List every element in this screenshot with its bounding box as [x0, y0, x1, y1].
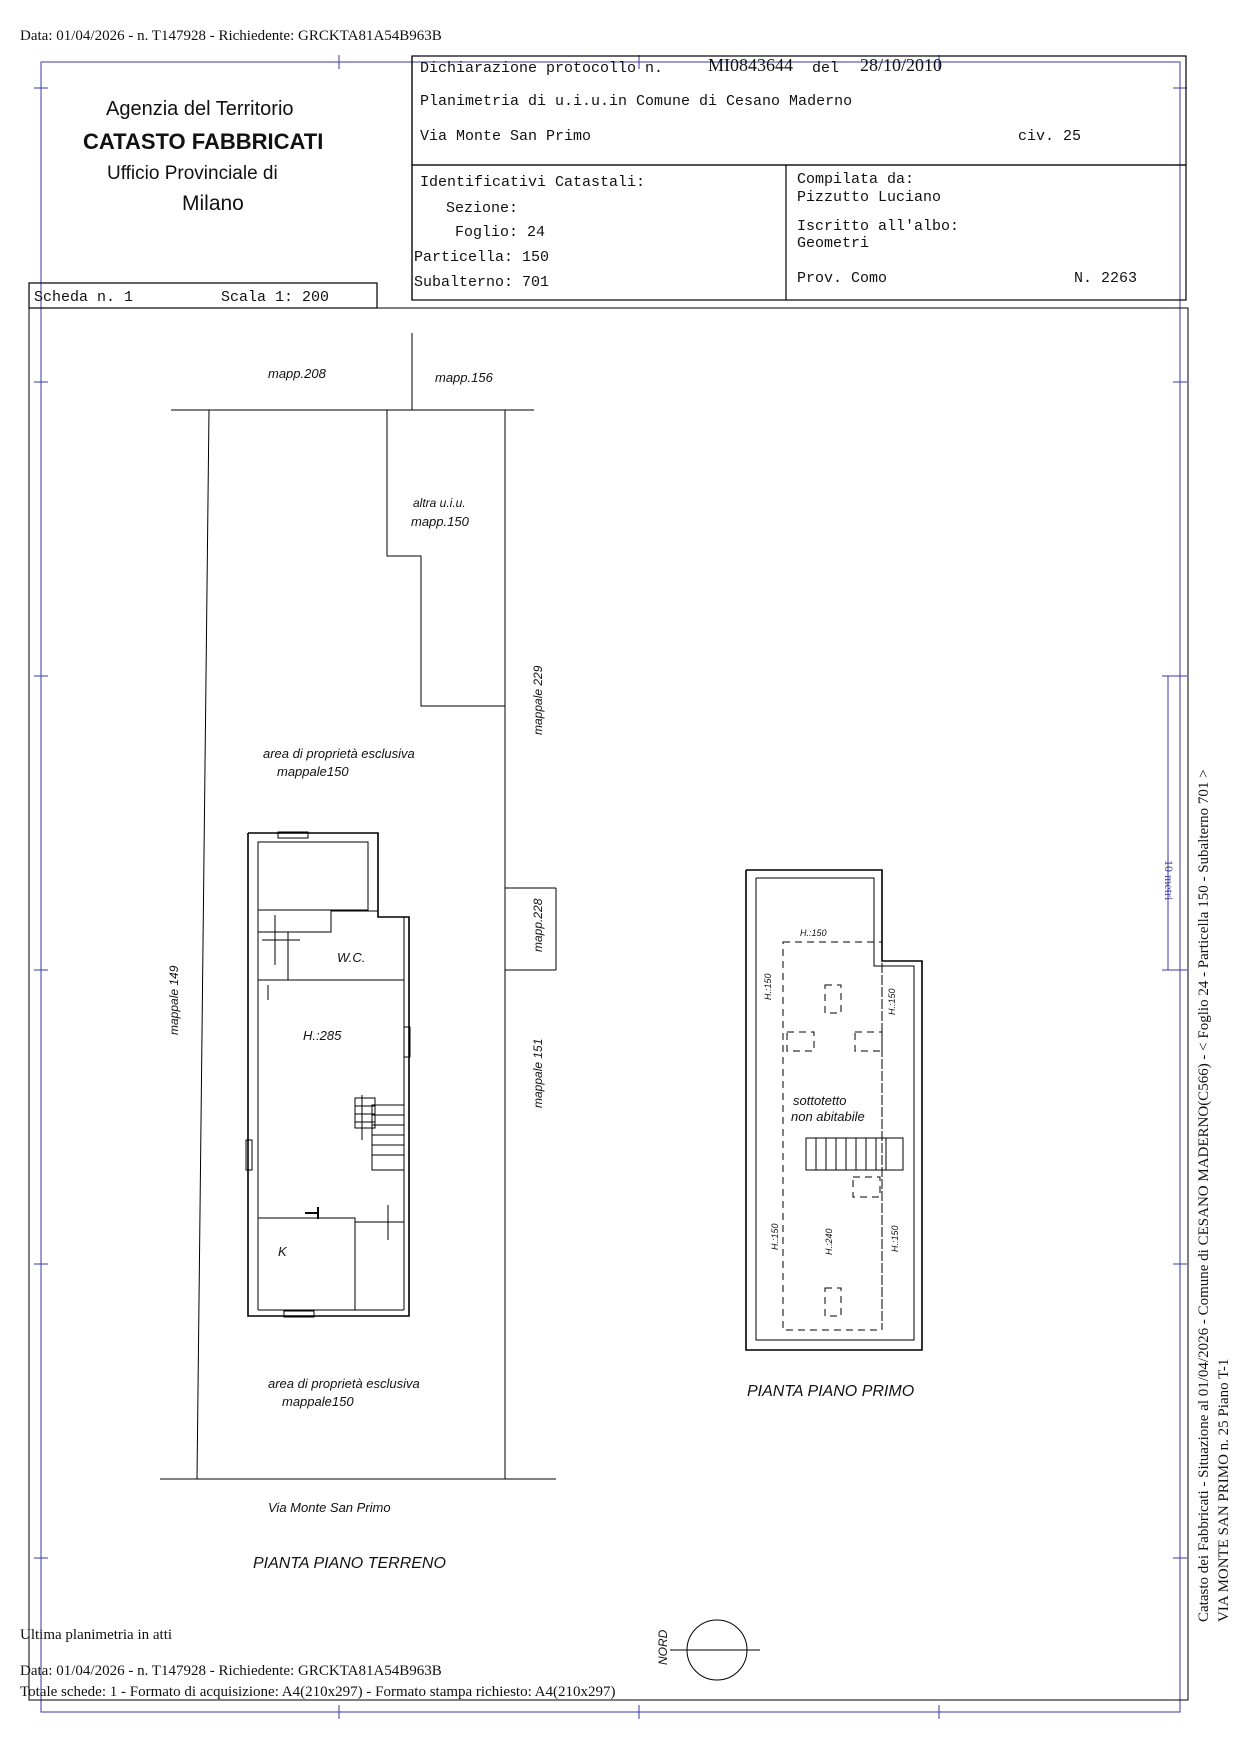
plan-area-border — [29, 308, 1188, 1700]
label-mappale229: mappale 229 — [531, 665, 545, 735]
street-line: Via Monte San Primo — [420, 128, 592, 145]
declaration-prefix: Dichiarazione protocollo n. — [420, 60, 664, 77]
agency-office: Ufficio Provinciale di — [107, 163, 278, 184]
label-h150-left-2: H.:150 — [770, 1223, 780, 1250]
side-info-line2: VIA MONTE SAN PRIMO n. 25 Piano T-1 — [1216, 1358, 1232, 1622]
header-request-info: Data: 01/04/2026 - n. T147928 - Richiedente: GRCKTA81A54B963B — [20, 28, 442, 44]
outer-frame — [34, 55, 1187, 1719]
first-floor-title: PIANTA PIANO PRIMO — [747, 1383, 915, 1400]
compiler-number: N. 2263 — [1074, 270, 1138, 287]
scheda-scale: Scala 1: 200 — [221, 289, 330, 306]
label-wc: W.C. — [337, 950, 366, 965]
planimetry-line: Planimetria di u.i.u.in Comune di Cesano Maderno — [420, 93, 853, 110]
label-h150-left-1: H.:150 — [763, 973, 773, 1000]
agency-name: Agenzia del Territorio — [106, 98, 294, 120]
side-info-line1: Catasto dei Fabbricati - Situazione al 01/04/2026 - Comune di CESANO MADERNO(C566) - < Foglio 24 - Particella 150 - Subalterno 701 > — [1196, 769, 1212, 1622]
label-kitchen: K — [278, 1244, 287, 1259]
compiler-label: Compilata da: — [797, 171, 915, 188]
label-altra-mapp150: mapp.150 — [411, 514, 469, 529]
label-h150-top: H.:150 — [800, 928, 827, 938]
label-street: Via Monte San Primo — [268, 1500, 391, 1515]
north-compass — [670, 1620, 760, 1680]
label-mappale149: mappale 149 — [167, 965, 181, 1035]
agency-city: Milano — [182, 192, 244, 215]
label-mapp208: mapp.208 — [268, 366, 326, 381]
agency-catasto: CATASTO FABBRICATI — [83, 129, 324, 154]
albo-label: Iscritto all'albo: — [797, 218, 960, 235]
declaration-date: 28/10/2010 — [860, 55, 943, 75]
north-label: NORD — [656, 1629, 670, 1665]
label-mapp228: mapp.228 — [531, 898, 545, 952]
identifiers-title: Identificativi Catastali: — [420, 174, 646, 191]
declaration-number: MI0843644 — [708, 55, 793, 75]
label-h150-right-2: H.:150 — [890, 1225, 900, 1252]
scheda-number: Scheda n. 1 — [34, 289, 134, 306]
ground-floor-plan — [160, 333, 556, 1479]
label-h285: H.:285 — [303, 1028, 342, 1043]
label-h150-right-1: H.:150 — [887, 988, 897, 1015]
label-non-abitabile: non abitabile — [791, 1109, 865, 1124]
declaration-del: del — [812, 60, 840, 77]
label-mappale151: mappale 151 — [531, 1038, 545, 1108]
label-sottotetto: sottotetto — [793, 1093, 847, 1108]
compiler-province: Prov. Como — [797, 270, 888, 287]
albo-value: Geometri — [797, 235, 870, 252]
identifier-foglio: Foglio: 24 — [455, 224, 546, 241]
label-mapp156: mapp.156 — [435, 370, 493, 385]
identifier-sezione: Sezione: — [446, 200, 519, 217]
footer-data: Data: 01/04/2026 - n. T147928 - Richiedente: GRCKTA81A54B963B — [20, 1663, 442, 1679]
compiler-name: Pizzutto Luciano — [797, 189, 942, 206]
label-area1-b: mappale150 — [277, 764, 349, 779]
footer-ultima: Ultima planimetria in atti — [20, 1627, 173, 1643]
civic-number: civ. 25 — [1018, 128, 1082, 145]
ground-floor-title: PIANTA PIANO TERRENO — [253, 1555, 446, 1572]
label-h240: H.:240 — [824, 1228, 834, 1255]
scale-marker-label: 10 metri — [1162, 860, 1176, 901]
label-altra-uiu: altra u.i.u. — [413, 496, 466, 510]
footer-totale: Totale schede: 1 - Formato di acquisizione: A4(210x297) - Formato stampa richiesto: A4(210x297) — [20, 1684, 616, 1700]
label-area2-b: mappale150 — [282, 1394, 354, 1409]
label-area2-a: area di proprietà esclusiva — [268, 1376, 420, 1391]
identifier-particella: Particella: 150 — [414, 249, 550, 266]
identifier-subalterno: Subalterno: 701 — [414, 274, 550, 291]
label-area1-a: area di proprietà esclusiva — [263, 746, 415, 761]
